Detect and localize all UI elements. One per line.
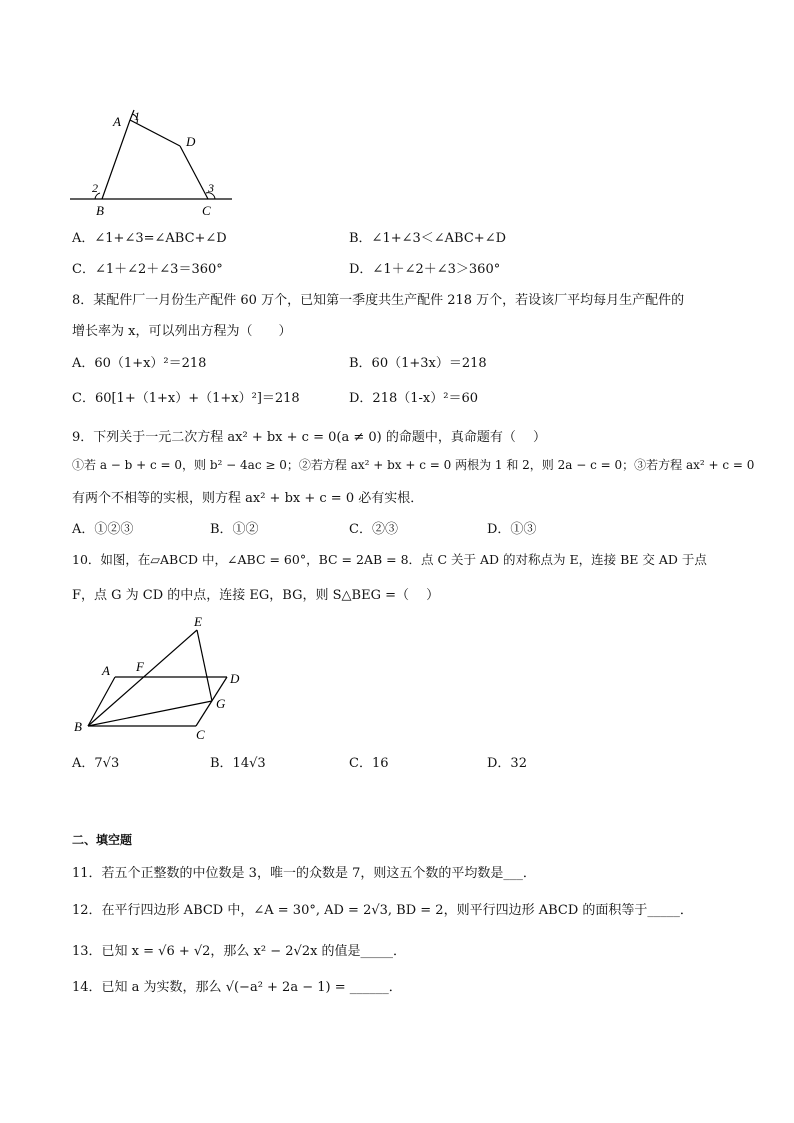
label-E: E (194, 614, 202, 629)
label-1: 1 (134, 109, 140, 123)
q9-option-a: A．①②③ (72, 522, 134, 537)
label-B: B (74, 719, 82, 734)
q8-option-d: D．218（1-x）²＝60 (349, 391, 478, 406)
q8-option-c: C．60[1+（1+x）+（1+x）²]＝218 (72, 391, 300, 406)
q8-option-b: B．60（1+3x）＝218 (349, 356, 487, 371)
q7-option-a: A．∠1+∠3=∠ABC+∠D (72, 231, 227, 246)
q10-option-b: B．14√3 (210, 756, 266, 771)
q7-option-d: D．∠1＋∠2＋∠3＞360° (349, 262, 501, 277)
q9-option-b: B．①② (210, 522, 259, 537)
q9-stem-line3: 有两个不相等的实根，则方程 ax² + bx + c = 0 必有实根． (72, 491, 424, 506)
label-C: C (196, 727, 205, 742)
segment-ab (102, 120, 130, 199)
label-C: C (202, 203, 211, 218)
label-A: A (102, 663, 110, 678)
label-3: 3 (208, 181, 214, 195)
segment-bg (88, 701, 212, 726)
label-2: 2 (92, 181, 98, 195)
q10-stem-line1: 10．如图，在▱ABCD 中，∠ABC = 60°，BC = 2AB = 8．点 C 关于 AD 的对称点为 E，连接 BE 交 AD 于点 (72, 552, 707, 567)
q13-text: 13．已知 x = √6 + √2，那么 x² − 2√2x 的值是_____． (72, 944, 407, 959)
q7-option-c: C．∠1＋∠2＋∠3＝360° (72, 262, 223, 277)
figure-parallelogram (70, 612, 260, 742)
label-D: D (186, 134, 196, 149)
label-A: A (113, 114, 121, 129)
segment-ba (88, 677, 115, 726)
q8-stem-line2: 增长率为 x，可以列出方程为（ ） (72, 324, 292, 339)
segment-ad (130, 120, 180, 146)
label-G: G (216, 696, 226, 711)
section-title: 二、填空题 (72, 833, 133, 847)
q9-option-d: D．①③ (487, 522, 537, 537)
segment-eg (197, 630, 212, 701)
label-D: D (230, 671, 240, 686)
q11-text: 11．若五个正整数的中位数是 3，唯一的众数是 7，则这五个数的平均数是___． (72, 866, 536, 881)
segment-be (88, 630, 197, 726)
q8-option-a: A．60（1+x）²＝218 (72, 356, 207, 371)
segment-dc (180, 146, 208, 199)
q10-option-d: D．32 (487, 756, 527, 771)
q14-text: 14．已知 a 为实数，那么 √(−a² + 2a − 1) = ______． (72, 980, 402, 995)
q10-stem-line2: F，点 G 为 CD 的中点，连接 EG，BG，则 S△BEG =（ ） (72, 588, 440, 603)
label-F: F (136, 659, 144, 674)
label-B: B (96, 203, 104, 218)
figure-quadrilateral (70, 104, 240, 222)
q10-option-c: C．16 (349, 756, 389, 771)
q12-text: 12．在平行四边形 ABCD 中，∠A = 30°, AD = 2√3, BD = 2，则平行四边形 ABCD 的面积等于_____． (72, 903, 693, 918)
q8-stem-line1: 8．某配件厂一月份生产配件 60 万个，已知第一季度共生产配件 218 万个，若设该厂平均每月生产配件的 (72, 293, 685, 308)
q9-option-c: C．②③ (349, 522, 398, 537)
q9-stem-line2: ①若 a − b + c = 0，则 b² − 4ac ≥ 0；②若方程 ax² + bx + c = 0 两根为 1 和 2，则 2a − c = 0；③若方程 ax² + c = 0 (72, 458, 755, 472)
q7-option-b: B．∠1+∠3＜∠ABC+∠D (349, 231, 507, 246)
q9-stem-line1: 9．下列关于一元二次方程 ax² + bx + c = 0(a ≠ 0) 的命题中，真命题有（ ） (72, 430, 546, 445)
q10-option-a: A．7√3 (72, 756, 120, 771)
